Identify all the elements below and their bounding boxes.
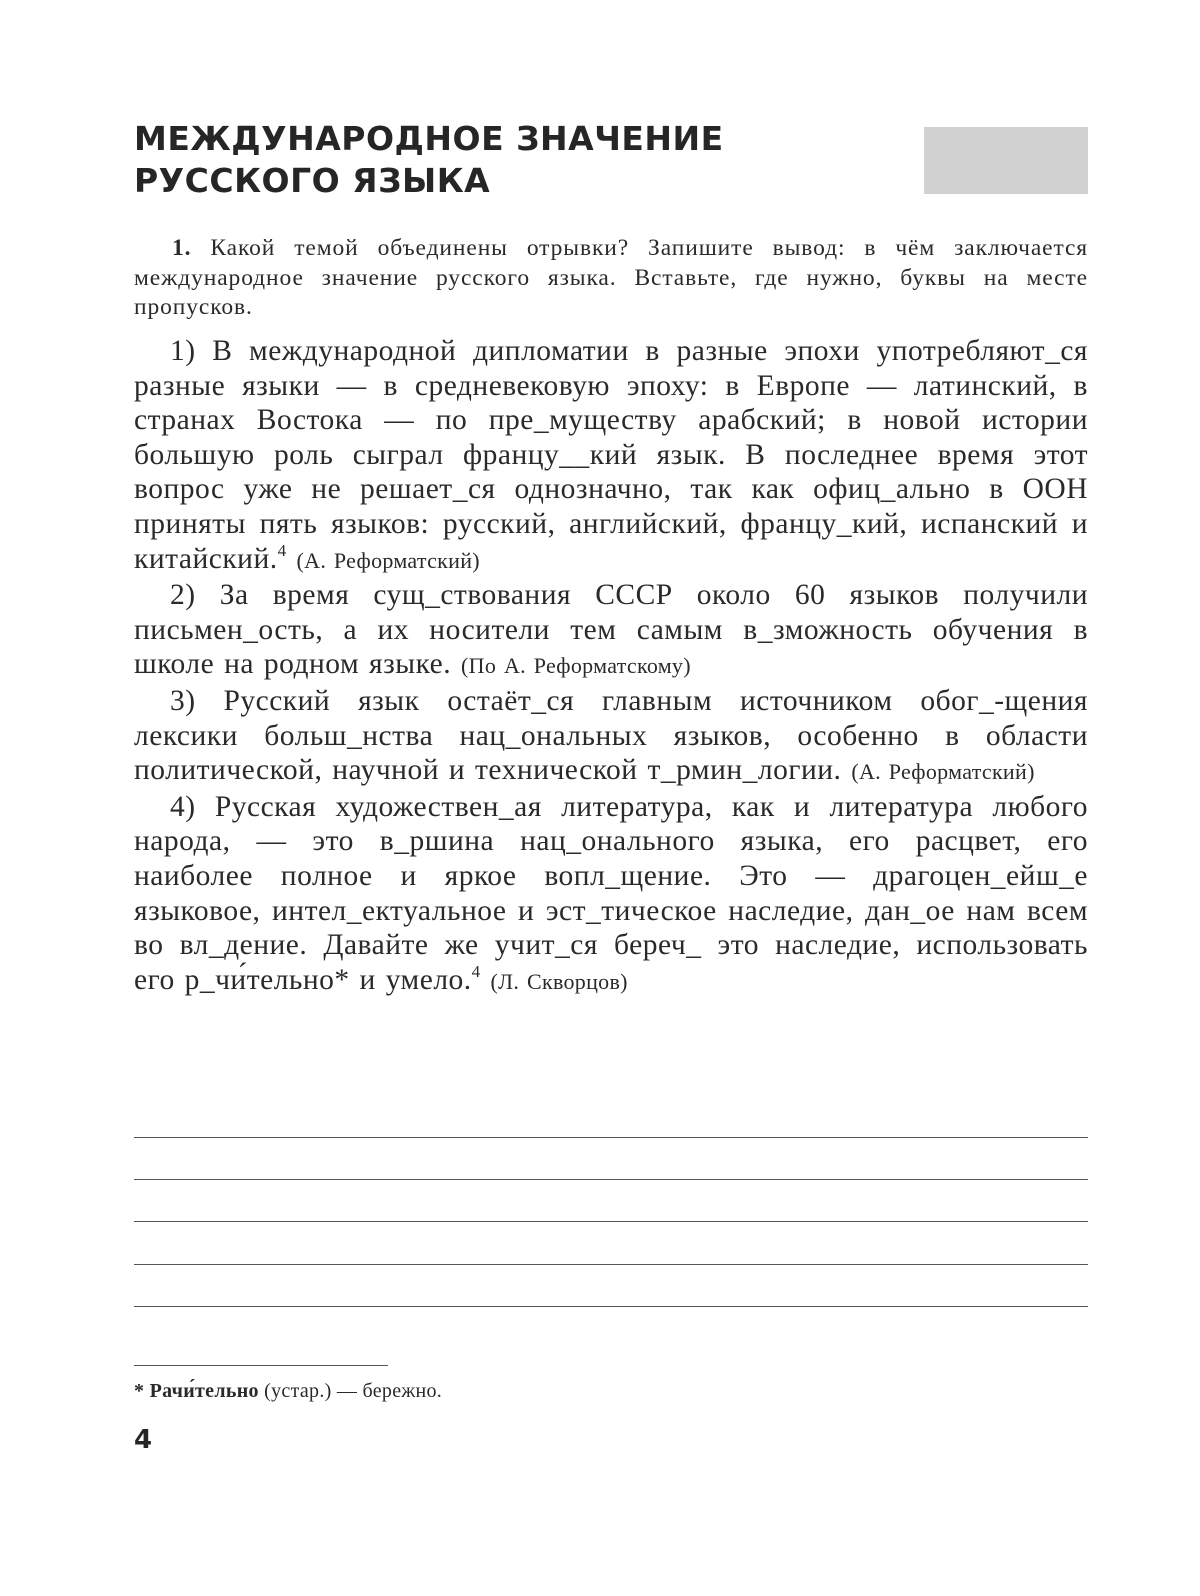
footnote-text: (устар.) — бережно. [264,1380,443,1402]
passage-source: (Л. Скворцов) [490,968,628,994]
task-instruction [134,234,1088,323]
footnote [134,1378,1088,1404]
passage-source: (А. Реформатский) [296,547,480,573]
passage-source: (По А. Реформатскому) [461,653,691,679]
passage-1 [134,334,1088,578]
answer-line[interactable] [134,1179,1088,1180]
answer-line[interactable] [134,1306,1088,1307]
passage-footnote-ref: 4 [471,961,481,981]
answer-line[interactable] [134,1221,1088,1222]
passage-source: (А. Реформатский) [851,759,1035,785]
passage-text: 4) Русская художествен_ая литература, как и литература любого народа, — это в_ршина нац_онального языка, его расцвет, его наиболее полное и яркое вопл_щение. Это — драгоцен_ейш_е языковое, интел_ектуальное и эст_тическое наследие, дан_ое нам всем во вл_дение. Давайте же учит_ся береч_ это наследие, использовать его р_чи́тельно* и умело. [134,790,1088,996]
task-number: 1. [172,235,192,261]
passage-2 [134,578,1088,684]
page-number: 4 [134,1425,153,1455]
footnote-term: * Рачи́тельно [134,1380,259,1402]
passages [134,334,1088,999]
title-marker-box [924,127,1088,194]
answer-line[interactable] [134,1137,1088,1138]
passage-4 [134,790,1088,1000]
passage-text: 3) Русский язык остаёт_ся главным источником обог_-щения лексики больш_нства нац_ональных языков, особенно в области политической, научной и технической т_рмин_логии. [134,684,1088,787]
answer-line[interactable] [134,1264,1088,1265]
passage-footnote-ref: 4 [277,540,287,560]
passage-text: 1) В международной дипломатии в разные эпохи употребляют_ся разные языки — в средневековую эпоху: в Европе — латинский, в странах Востока — по пре_муществу арабский; в новой истории большую роль сыграл францу__кий язык. В последнее время этот вопрос уже не решает_ся однозначно, так как офиц_ально в ООН приняты пять языков: русский, английский, францу_кий, испанский и китайский. [134,335,1088,575]
footnote-divider [134,1365,388,1366]
page-title: МЕЖДУНАРОДНОЕ ЗНАЧЕНИЕ РУССКОГО ЯЗЫКА [134,119,724,200]
passage-3 [134,684,1088,790]
task-text: Какой темой объединены отрывки? Запишите вывод: в чём заключается международное значение русского языка. Вставьте, где нужно, буквы на месте пропусков. [134,235,1088,320]
passage-text: 2) За время сущ_ствования СССР около 60 языков получили письмен_ость, а их носители тем самым в_зможность обучения в школе на родном языке. [134,579,1088,681]
